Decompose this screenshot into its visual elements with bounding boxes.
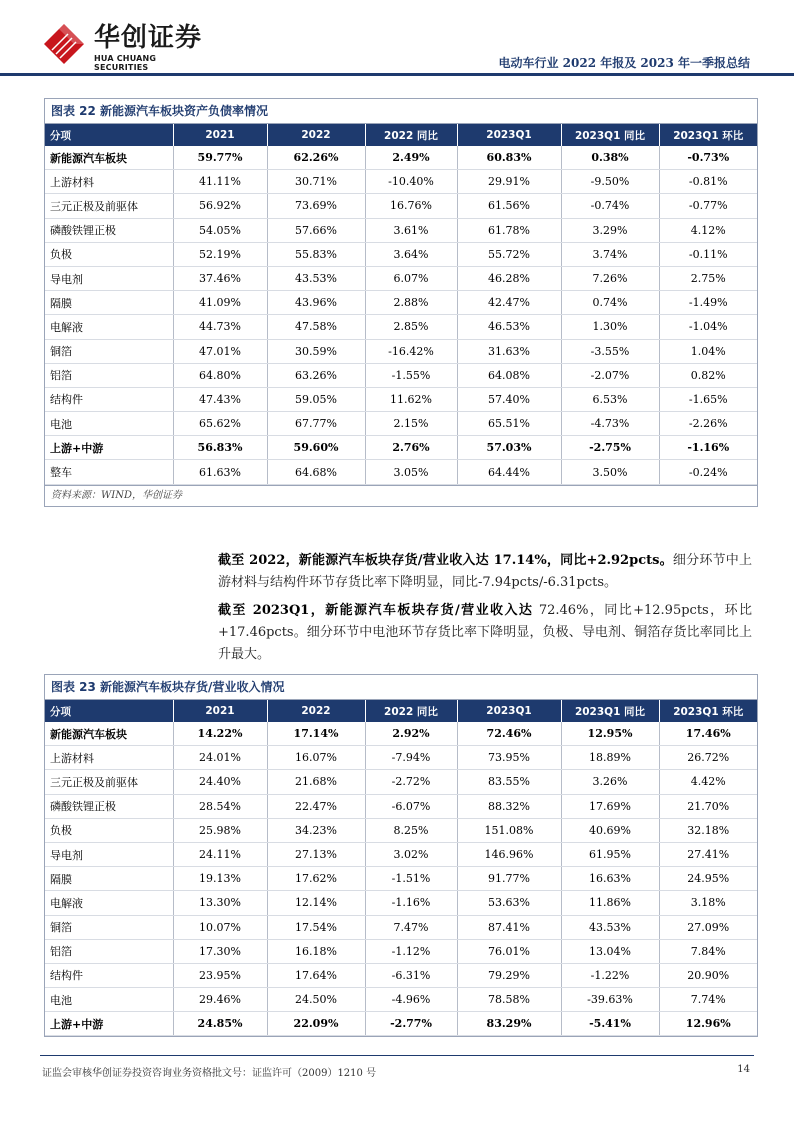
table-cell: -4.73% xyxy=(561,412,659,436)
table-cell: 12.96% xyxy=(659,1012,757,1036)
table-cell: 2.85% xyxy=(365,315,457,339)
row-label: 铜箔 xyxy=(45,339,173,363)
table-cell: -2.07% xyxy=(561,363,659,387)
table-cell: 87.41% xyxy=(457,915,561,939)
table-cell: 3.64% xyxy=(365,242,457,266)
table-row xyxy=(45,939,757,963)
table-cell: 17.69% xyxy=(561,794,659,818)
table-cell: 2.88% xyxy=(365,291,457,315)
table-cell: 55.72% xyxy=(457,242,561,266)
table-cell: -1.16% xyxy=(365,891,457,915)
column-header: 2021 xyxy=(173,700,267,722)
table-cell: 65.51% xyxy=(457,412,561,436)
table-cell: 17.46% xyxy=(659,722,757,746)
table-row xyxy=(45,412,757,436)
table-cell: 4.42% xyxy=(659,770,757,794)
table-row xyxy=(45,146,757,170)
row-label: 电池 xyxy=(45,412,173,436)
table-cell: -1.04% xyxy=(659,315,757,339)
table-cell: -1.65% xyxy=(659,387,757,411)
table-row xyxy=(45,291,757,315)
table-cell: 41.09% xyxy=(173,291,267,315)
table-cell: 7.74% xyxy=(659,988,757,1012)
table-cell: 64.80% xyxy=(173,363,267,387)
table-cell: 61.78% xyxy=(457,218,561,242)
table-cell: 0.82% xyxy=(659,363,757,387)
table-cell: 22.09% xyxy=(267,1012,365,1036)
table1-title: 图表 22 新能源汽车板块资产负债率情况 xyxy=(45,99,757,124)
table-cell: 65.62% xyxy=(173,412,267,436)
column-header: 2023Q1 同比 xyxy=(561,124,659,146)
table-cell: 17.54% xyxy=(267,915,365,939)
table-cell: 64.44% xyxy=(457,460,561,484)
table-cell: 27.09% xyxy=(659,915,757,939)
table-cell: -39.63% xyxy=(561,988,659,1012)
table-cell: 22.47% xyxy=(267,794,365,818)
row-label: 电解液 xyxy=(45,891,173,915)
table-cell: 146.96% xyxy=(457,842,561,866)
table-cell: 53.63% xyxy=(457,891,561,915)
row-label: 整车 xyxy=(45,460,173,484)
table1 xyxy=(45,124,757,485)
column-header: 2022 同比 xyxy=(365,124,457,146)
table-cell: 43.96% xyxy=(267,291,365,315)
table-cell: 2.76% xyxy=(365,436,457,460)
report-title: 电动车行业 2022 年报及 2023 年一季报总结 xyxy=(498,56,750,70)
table-cell: 7.26% xyxy=(561,266,659,290)
table-row xyxy=(45,266,757,290)
table-row xyxy=(45,722,757,746)
table-cell: 0.74% xyxy=(561,291,659,315)
row-label: 新能源汽车板块 xyxy=(45,146,173,170)
table-cell: 64.08% xyxy=(457,363,561,387)
table-cell: 3.05% xyxy=(365,460,457,484)
table-cell: 46.53% xyxy=(457,315,561,339)
paragraph-inventory-2022 xyxy=(218,550,752,594)
table-cell: 40.69% xyxy=(561,818,659,842)
table-cell: 31.63% xyxy=(457,339,561,363)
column-header: 2023Q1 环比 xyxy=(659,700,757,722)
table-cell: -10.40% xyxy=(365,170,457,194)
table-cell: 27.41% xyxy=(659,842,757,866)
table-cell: -2.72% xyxy=(365,770,457,794)
table-cell: 17.64% xyxy=(267,963,365,987)
table-row xyxy=(45,867,757,891)
row-label: 上游材料 xyxy=(45,746,173,770)
table-cell: 37.46% xyxy=(173,266,267,290)
row-label: 磷酸铁锂正极 xyxy=(45,794,173,818)
table-row xyxy=(45,746,757,770)
table-cell: 26.72% xyxy=(659,746,757,770)
table-row xyxy=(45,387,757,411)
row-label: 电池 xyxy=(45,988,173,1012)
table-cell: 32.18% xyxy=(659,818,757,842)
table-cell: 24.01% xyxy=(173,746,267,770)
table-cell: 28.54% xyxy=(173,794,267,818)
table-cell: 30.59% xyxy=(267,339,365,363)
table-row xyxy=(45,170,757,194)
table-row xyxy=(45,842,757,866)
table1-header-row xyxy=(45,124,757,146)
table-cell: 47.01% xyxy=(173,339,267,363)
table-cell: 46.28% xyxy=(457,266,561,290)
table-cell: 2.49% xyxy=(365,146,457,170)
row-label: 上游材料 xyxy=(45,170,173,194)
table-cell: -0.24% xyxy=(659,460,757,484)
table-cell: 2.75% xyxy=(659,266,757,290)
table-cell: 6.53% xyxy=(561,387,659,411)
row-label: 导电剂 xyxy=(45,266,173,290)
table-cell: -1.49% xyxy=(659,291,757,315)
row-label: 铝箔 xyxy=(45,939,173,963)
table-cell: 27.13% xyxy=(267,842,365,866)
logo-english-name: HUA CHUANG SECURITIES xyxy=(94,54,157,72)
table-cell: -1.16% xyxy=(659,436,757,460)
table-cell: 61.63% xyxy=(173,460,267,484)
table-cell: 12.14% xyxy=(267,891,365,915)
table-row xyxy=(45,363,757,387)
table-cell: 24.11% xyxy=(173,842,267,866)
row-label: 负极 xyxy=(45,818,173,842)
table-cell: 44.73% xyxy=(173,315,267,339)
table-cell: 24.50% xyxy=(267,988,365,1012)
table-cell: 3.29% xyxy=(561,218,659,242)
table2-body xyxy=(45,722,757,1036)
table-cell: 17.14% xyxy=(267,722,365,746)
table-cell: 59.77% xyxy=(173,146,267,170)
table-row xyxy=(45,242,757,266)
row-label: 上游+中游 xyxy=(45,1012,173,1036)
table-row xyxy=(45,988,757,1012)
table-cell: 41.11% xyxy=(173,170,267,194)
table-cell: 61.95% xyxy=(561,842,659,866)
table-cell: -1.12% xyxy=(365,939,457,963)
table-cell: 83.55% xyxy=(457,770,561,794)
row-label: 上游+中游 xyxy=(45,436,173,460)
table-cell: 72.46% xyxy=(457,722,561,746)
table-cell: 24.40% xyxy=(173,770,267,794)
table-cell: 14.22% xyxy=(173,722,267,746)
table-cell: 13.04% xyxy=(561,939,659,963)
table-cell: 12.95% xyxy=(561,722,659,746)
table1-body xyxy=(45,146,757,484)
table-cell: 62.26% xyxy=(267,146,365,170)
table-cell: 11.86% xyxy=(561,891,659,915)
table-cell: 11.62% xyxy=(365,387,457,411)
header-divider xyxy=(0,73,794,76)
row-label: 铝箔 xyxy=(45,363,173,387)
table-row xyxy=(45,460,757,484)
table-cell: -0.74% xyxy=(561,194,659,218)
table-cell: 16.76% xyxy=(365,194,457,218)
table-cell: 16.63% xyxy=(561,867,659,891)
table-row xyxy=(45,915,757,939)
table-cell: 52.19% xyxy=(173,242,267,266)
table-cell: 23.95% xyxy=(173,963,267,987)
row-label: 结构件 xyxy=(45,387,173,411)
table-cell: 2.92% xyxy=(365,722,457,746)
footer-license: 证监会审核华创证券投资咨询业务资格批文号：证监许可（2009）1210 号 xyxy=(42,1068,377,1079)
table-cell: 56.83% xyxy=(173,436,267,460)
table-cell: 24.85% xyxy=(173,1012,267,1036)
table-cell: 6.07% xyxy=(365,266,457,290)
table2-title: 图表 23 新能源汽车板块存货/营业收入情况 xyxy=(45,675,757,700)
table-cell: -16.42% xyxy=(365,339,457,363)
table-cell: 19.13% xyxy=(173,867,267,891)
table-cell: 57.66% xyxy=(267,218,365,242)
table-cell: 34.23% xyxy=(267,818,365,842)
table-row xyxy=(45,963,757,987)
table-cell: 73.95% xyxy=(457,746,561,770)
row-label: 三元正极及前驱体 xyxy=(45,770,173,794)
table-cell: 57.03% xyxy=(457,436,561,460)
table-row xyxy=(45,315,757,339)
table-cell: 21.68% xyxy=(267,770,365,794)
column-header: 2021 xyxy=(173,124,267,146)
table-cell: 20.90% xyxy=(659,963,757,987)
table-cell: 7.84% xyxy=(659,939,757,963)
table-row xyxy=(45,818,757,842)
table-cell: 57.40% xyxy=(457,387,561,411)
table1-box xyxy=(44,98,758,507)
table-cell: 47.43% xyxy=(173,387,267,411)
table-cell: -3.55% xyxy=(561,339,659,363)
column-header: 分项 xyxy=(45,700,173,722)
row-label: 导电剂 xyxy=(45,842,173,866)
table-cell: 2.15% xyxy=(365,412,457,436)
table-cell: 59.60% xyxy=(267,436,365,460)
column-header: 2023Q1 xyxy=(457,124,561,146)
table-cell: 18.89% xyxy=(561,746,659,770)
table2-box xyxy=(44,674,758,1037)
logo-chinese-name: 华创证券 xyxy=(94,23,203,53)
table-cell: 1.30% xyxy=(561,315,659,339)
table-row xyxy=(45,794,757,818)
table-cell: 1.04% xyxy=(659,339,757,363)
table-cell: 64.68% xyxy=(267,460,365,484)
table-row xyxy=(45,436,757,460)
row-label: 电解液 xyxy=(45,315,173,339)
footer-divider xyxy=(40,1055,754,1056)
table-cell: 3.50% xyxy=(561,460,659,484)
table-cell: 63.26% xyxy=(267,363,365,387)
table2 xyxy=(45,700,757,1036)
page-header xyxy=(0,0,794,78)
table-cell: 91.77% xyxy=(457,867,561,891)
paragraph-inventory-2023q1 xyxy=(218,600,752,666)
page-number: 14 xyxy=(737,1064,750,1075)
table-cell: 16.07% xyxy=(267,746,365,770)
table-row xyxy=(45,194,757,218)
table-cell: 88.32% xyxy=(457,794,561,818)
column-header: 2023Q1 xyxy=(457,700,561,722)
table-cell: -4.96% xyxy=(365,988,457,1012)
table-cell: -0.73% xyxy=(659,146,757,170)
row-label: 隔膜 xyxy=(45,291,173,315)
table-row xyxy=(45,1012,757,1036)
column-header: 2023Q1 同比 xyxy=(561,700,659,722)
row-label: 负极 xyxy=(45,242,173,266)
table-cell: 56.92% xyxy=(173,194,267,218)
table-cell: 83.29% xyxy=(457,1012,561,1036)
table-cell: 79.29% xyxy=(457,963,561,987)
table-cell: 29.91% xyxy=(457,170,561,194)
row-label: 结构件 xyxy=(45,963,173,987)
table-cell: 3.74% xyxy=(561,242,659,266)
table-cell: 76.01% xyxy=(457,939,561,963)
paragraph2-text: 72.46%，同比+12.95pcts，环比+17.46pcts。细分环节中电池环节存货比率下降明显，负极、导电剂、铜箔存货比率同比上升最大。 xyxy=(218,603,752,662)
table-cell: 24.95% xyxy=(659,867,757,891)
table-cell: -0.77% xyxy=(659,194,757,218)
table-cell: 43.53% xyxy=(267,266,365,290)
table-cell: 42.47% xyxy=(457,291,561,315)
table1-source: 资料来源：WIND，华创证券 xyxy=(45,485,757,506)
table-cell: -2.26% xyxy=(659,412,757,436)
column-header: 2023Q1 环比 xyxy=(659,124,757,146)
logo-mark-icon xyxy=(42,22,86,66)
column-header: 2022 xyxy=(267,124,365,146)
table-cell: -2.77% xyxy=(365,1012,457,1036)
table-cell: 29.46% xyxy=(173,988,267,1012)
table-cell: 8.25% xyxy=(365,818,457,842)
table-cell: 67.77% xyxy=(267,412,365,436)
paragraph2-bold: 截至 2023Q1，新能源汽车板块存货/营业收入达 xyxy=(218,603,534,618)
table-cell: 4.12% xyxy=(659,218,757,242)
table-cell: -7.94% xyxy=(365,746,457,770)
table-cell: 0.38% xyxy=(561,146,659,170)
table-cell: -0.11% xyxy=(659,242,757,266)
table-cell: 43.53% xyxy=(561,915,659,939)
table-cell: 54.05% xyxy=(173,218,267,242)
table-row xyxy=(45,339,757,363)
table-cell: -0.81% xyxy=(659,170,757,194)
table-cell: 3.02% xyxy=(365,842,457,866)
column-header: 2022 同比 xyxy=(365,700,457,722)
table-cell: 16.18% xyxy=(267,939,365,963)
table-cell: -9.50% xyxy=(561,170,659,194)
table-cell: -5.41% xyxy=(561,1012,659,1036)
table-cell: 25.98% xyxy=(173,818,267,842)
paragraph1-text: 细分环节中上游材料与结构件环节存货比率下降明显，同比-7.94pcts/-6.31pcts。 xyxy=(218,553,752,590)
table-cell: -2.75% xyxy=(561,436,659,460)
table-cell: 13.30% xyxy=(173,891,267,915)
table2-header-row xyxy=(45,700,757,722)
row-label: 铜箔 xyxy=(45,915,173,939)
table-cell: 59.05% xyxy=(267,387,365,411)
table-cell: 73.69% xyxy=(267,194,365,218)
table-cell: 10.07% xyxy=(173,915,267,939)
table-cell: 78.58% xyxy=(457,988,561,1012)
table-cell: 151.08% xyxy=(457,818,561,842)
paragraph1-bold: 截至 2022，新能源汽车板块存货/营业收入达 17.14%，同比+2.92pcts。 xyxy=(218,553,673,568)
table-cell: -6.07% xyxy=(365,794,457,818)
table-cell: -6.31% xyxy=(365,963,457,987)
row-label: 新能源汽车板块 xyxy=(45,722,173,746)
table-cell: 55.83% xyxy=(267,242,365,266)
column-header: 分项 xyxy=(45,124,173,146)
table-cell: 21.70% xyxy=(659,794,757,818)
table-cell: -1.55% xyxy=(365,363,457,387)
table-cell: 17.30% xyxy=(173,939,267,963)
table-row xyxy=(45,218,757,242)
table-cell: -1.51% xyxy=(365,867,457,891)
table-cell: 17.62% xyxy=(267,867,365,891)
row-label: 三元正极及前驱体 xyxy=(45,194,173,218)
table-row xyxy=(45,770,757,794)
table-cell: 61.56% xyxy=(457,194,561,218)
table-cell: 47.58% xyxy=(267,315,365,339)
table-cell: 3.61% xyxy=(365,218,457,242)
table-cell: 7.47% xyxy=(365,915,457,939)
table-cell: 3.18% xyxy=(659,891,757,915)
table-cell: 30.71% xyxy=(267,170,365,194)
table-cell: 60.83% xyxy=(457,146,561,170)
table-cell: 3.26% xyxy=(561,770,659,794)
table-cell: -1.22% xyxy=(561,963,659,987)
table-row xyxy=(45,891,757,915)
company-logo xyxy=(42,22,212,72)
column-header: 2022 xyxy=(267,700,365,722)
row-label: 隔膜 xyxy=(45,867,173,891)
row-label: 磷酸铁锂正极 xyxy=(45,218,173,242)
